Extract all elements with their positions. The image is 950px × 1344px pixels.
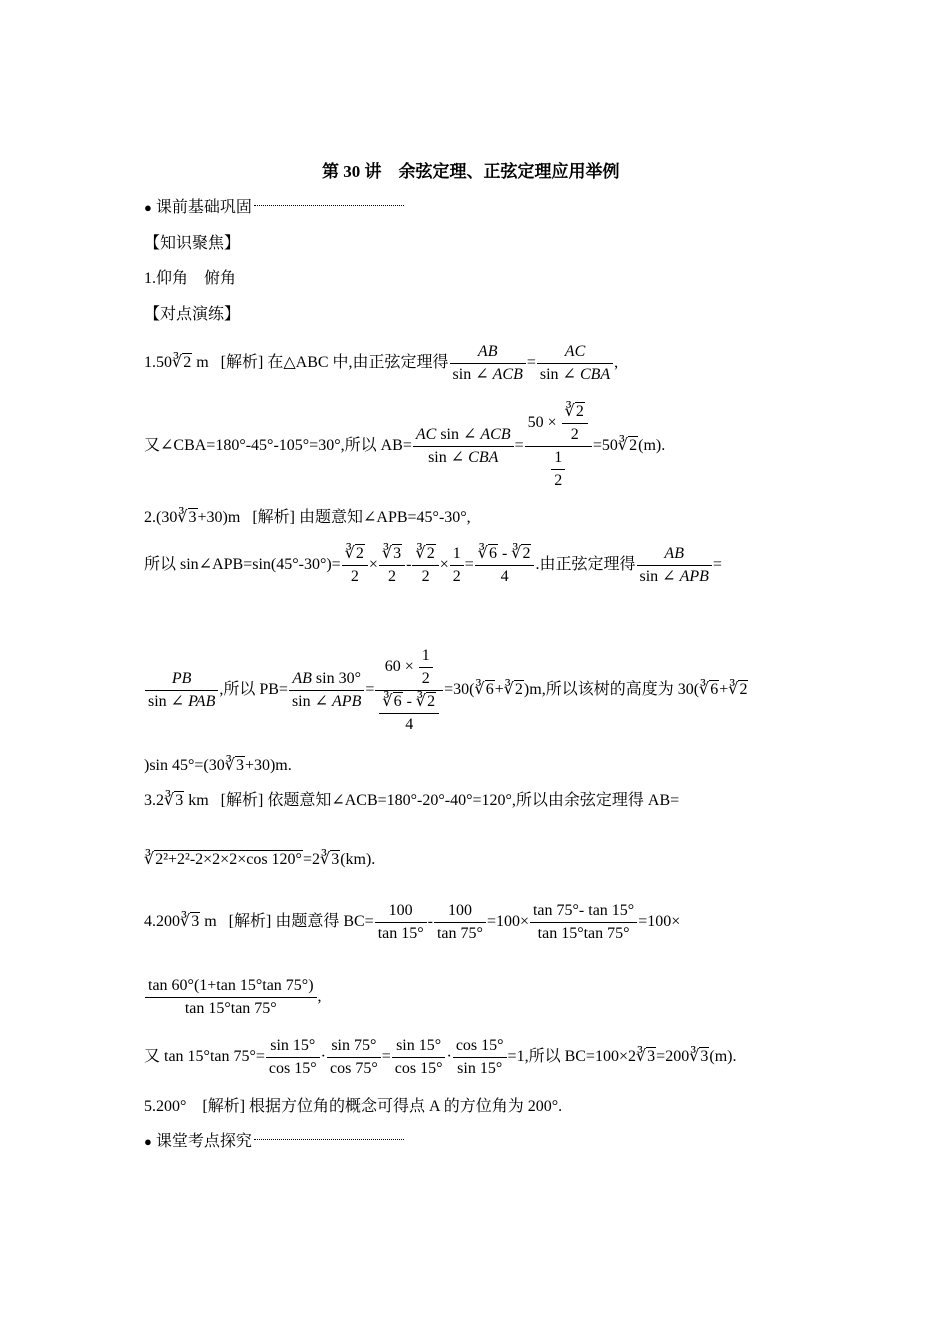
problem-3-line-2: ∛2²+2²-2×2×2×cos 120°=2∛3(km). [144,851,376,868]
problem-4-line-2: $\frac{\tan 60^\circ(1+\tan 15^\circ\tan 75^\circ)}{\tan 15^\circ\tan 75^\circ}$ , [144,976,322,1019]
page-title: 第 30 讲 余弦定理、正弦定理应用举例 [322,162,620,181]
problem-2-line-2: 所以 sin∠APB=sin(45°-30°)= $\frac{∛2}{2}$ × $\frac{∛3}{2}$ - $\frac{∛2}{2}$ × $\frac{1}{2}$ = $\frac{∛6 - ∛2}{4}$ .由正弦定理得 $\frac{AB}{\text{sin ∠ APB}}$ = [144,545,722,585]
fraction: $\frac{\text{AC sin ∠ ACB}}{\text{sin ∠ CBA}}$ [413,425,514,468]
compound-fraction: 50 × $\frac{∛2}{2}$ $\frac{1}{2}$ [525,402,592,491]
leader-dots [254,205,404,206]
section-heading-1: ● 课前基础巩固 [144,198,404,218]
compound-fraction: 60 × $\frac{1}{2}$ $\frac{∛6 - ∛2}{4}$ [375,646,443,735]
problem-2-line-1: 2.(30∛3+30)m [解析] 由题意知∠APB=45°-30°, [144,509,471,526]
bullet-icon: ● [144,200,152,215]
problem-3-line-1: 3.2∛3 km [解析] 依题意知∠ACB=180°-20°-40°=120°,所以由余弦定理得 AB= [144,792,680,809]
practice-header: 【对点演练】 [144,306,241,323]
leader-dots [254,1139,404,1140]
fraction: $\frac{AB}{\text{sin ∠ ACB}}$ [450,342,526,385]
problem-2-line-4: )sin 45°=(30∛3+30)m. [144,757,292,774]
problem-2-line-3: $\frac{PB}{\text{sin ∠ PAB}}$ ,所以 PB= $\frac{\text{AB sin 30°}}{\text{sin ∠ APB}}$ = 60 × $\frac{1}{2}$ $\frac{∛6 - ∛2}{4}$ =30(∛6+∛2)m,所以该树的高度为 30(∛6+∛2 [144,644,748,736]
problem-4-line-1: 4.200∛3 m [解析] 由题意得 BC= $\frac{100}{\tan 15^\circ}$ - $\frac{100}{\tan 75^\circ}$ =100× $\frac{\tan 75^\circ- \tan 15^\circ}{\tan 15^\circ\tan 75^\circ}$ =100× [144,902,681,942]
bullet-icon: ● [144,1134,152,1149]
knowledge-header: 【知识聚焦】 [144,235,241,252]
problem-4-line-3: 又 tan 15°tan 75°= $\frac{\sin 15^\circ}{\cos 15^\circ}$ · $\frac{\sin 75^\circ}{\cos 75^\circ}$ = $\frac{\sin 15^\circ}{\cos 15^\circ}$ · $\frac{\cos 15^\circ}{\sin 15^\circ}$ =1,所以 BC=100×2∛3=200∛3(m). [144,1037,737,1077]
problem-5: 5.200° [解析] 根据方位角的概念可得点 A 的方位角为 200°. [144,1098,563,1115]
knowledge-item-1: 1.仰角 俯角 [144,270,237,287]
fraction: $\frac{AC}{\text{sin ∠ CBA}}$ [537,342,613,385]
problem-1-line-1: 1.50∛2 m [解析] 在△ABC 中,由正弦定理得 $\frac{AB}{\text{sin ∠ ACB}}$ = $\frac{AC}{\text{sin ∠ CBA}}$ , [144,343,619,383]
section-heading-2: ● 课堂考点探究 [144,1132,404,1152]
problem-1-line-2: 又∠CBA=180°-45°-105°=30°,所以 AB= $\frac{\text{AC sin ∠ ACB}}{\text{sin ∠ CBA}}$ = 50 × $\frac{∛2}{2}$ $\frac{1}{2}$ =50∛2(m). [144,402,666,489]
